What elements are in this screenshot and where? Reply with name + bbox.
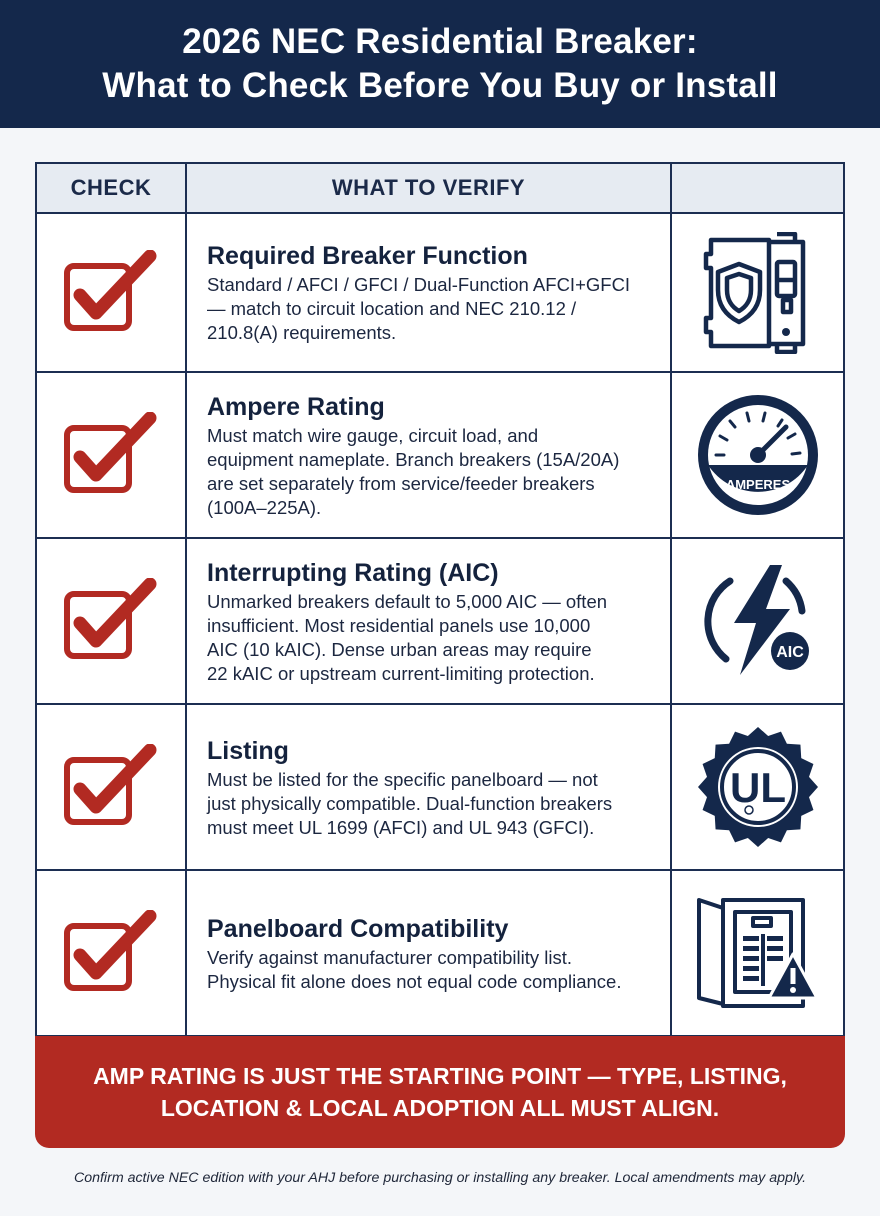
description-line: Verify against manufacturer compatibility list. [207, 946, 573, 968]
icon-cell [670, 214, 843, 371]
checkbox-checked-icon [63, 744, 159, 830]
banner-line-2: LOCATION & LOCAL ADOPTION ALL MUST ALIGN. [160, 1095, 720, 1121]
checkbox-checked-icon [63, 412, 159, 498]
verify-cell [185, 214, 670, 371]
table-row [37, 214, 843, 373]
breaker-shield-icon [703, 232, 813, 354]
row-description [207, 946, 656, 994]
check-cell [37, 214, 185, 371]
row-description [207, 590, 656, 686]
checkbox-checked-icon [63, 910, 159, 996]
footnote: Confirm active NEC edition with your AHJ before purchasing or installing any breaker. Local amendments may apply. [73, 1170, 807, 1186]
table-row [37, 871, 843, 1035]
check-cell [37, 373, 185, 537]
description-line: 22 kAIC or upstream current-limiting protection. [207, 662, 595, 684]
description-line: 210.8(A) requirements. [207, 322, 397, 343]
description-line: equipment nameplate. Branch breakers (15A/20A) [207, 448, 620, 470]
page-title-line-2: What to Check Before You Buy or Install [102, 66, 778, 105]
check-cell [37, 539, 185, 703]
key-takeaway-banner [35, 1036, 845, 1148]
table-row [37, 705, 843, 871]
aic-label: AIC [775, 644, 804, 661]
row-title: Panelboard Compatibility [207, 914, 509, 943]
banner-line-1: AMP RATING IS JUST THE STARTING POINT — TYPE, LISTING, [93, 1063, 787, 1089]
checkbox-checked-icon [63, 578, 159, 664]
description-line: must meet UL 1699 (AFCI) and UL 943 (GFCI). [207, 816, 595, 838]
column-header-icon [670, 164, 843, 212]
icon-cell [670, 373, 843, 537]
row-description [207, 768, 656, 840]
table-header [37, 164, 843, 214]
description-line: (100A–225A). [207, 496, 322, 518]
checkbox-checked-icon [63, 250, 159, 336]
icon-cell [670, 705, 843, 869]
icon-cell [670, 871, 843, 1035]
page-title-line-1: 2026 NEC Residential Breaker: [182, 22, 698, 61]
row-title: Listing [207, 736, 289, 765]
amperes-gauge-icon [696, 393, 820, 517]
description-line: just physically compatible. Dual-function breakers [207, 792, 613, 814]
ul-seal-icon [697, 726, 819, 848]
description-line: Must be listed for the specific panelboard — not [207, 768, 598, 790]
ul-mark: UL [729, 764, 786, 811]
verify-cell [185, 871, 670, 1035]
panel-warning-icon [695, 894, 821, 1012]
description-line: Physical fit alone does not equal code compliance. [207, 970, 622, 992]
description-line: AIC (10 kAIC). Dense urban areas may require [207, 638, 592, 660]
description-line: are set separately from service/feeder breakers [207, 472, 595, 494]
page-header [0, 0, 880, 128]
row-title: Required Breaker Function [207, 242, 528, 270]
gauge-label: AMPERES [725, 477, 790, 492]
row-title: Ampere Rating [207, 392, 385, 421]
column-header-what-to-verify: WHAT TO VERIFY [185, 164, 670, 212]
description-line: Unmarked breakers default to 5,000 AIC — often [207, 590, 608, 612]
row-title: Interrupting Rating (AIC) [207, 558, 499, 587]
table-row [37, 539, 843, 705]
description-line: Must match wire gauge, circuit load, and [207, 424, 539, 446]
table-row [37, 373, 843, 539]
row-description [207, 273, 656, 345]
icon-cell [670, 539, 843, 703]
description-line: insufficient. Most residential panels use 10,000 [207, 614, 591, 636]
description-line: Standard / AFCI / GFCI / Dual-Function AFCI+GFCI [207, 274, 631, 295]
verify-cell [185, 373, 670, 537]
verify-cell [185, 705, 670, 869]
column-header-check: CHECK [70, 175, 152, 200]
check-cell [37, 705, 185, 869]
description-line: — match to circuit location and NEC 210.12 / [207, 298, 577, 319]
verify-cell [185, 539, 670, 703]
lightning-aic-icon [698, 561, 818, 681]
checklist-table [35, 162, 845, 1037]
row-description [207, 424, 656, 520]
check-cell [37, 871, 185, 1035]
